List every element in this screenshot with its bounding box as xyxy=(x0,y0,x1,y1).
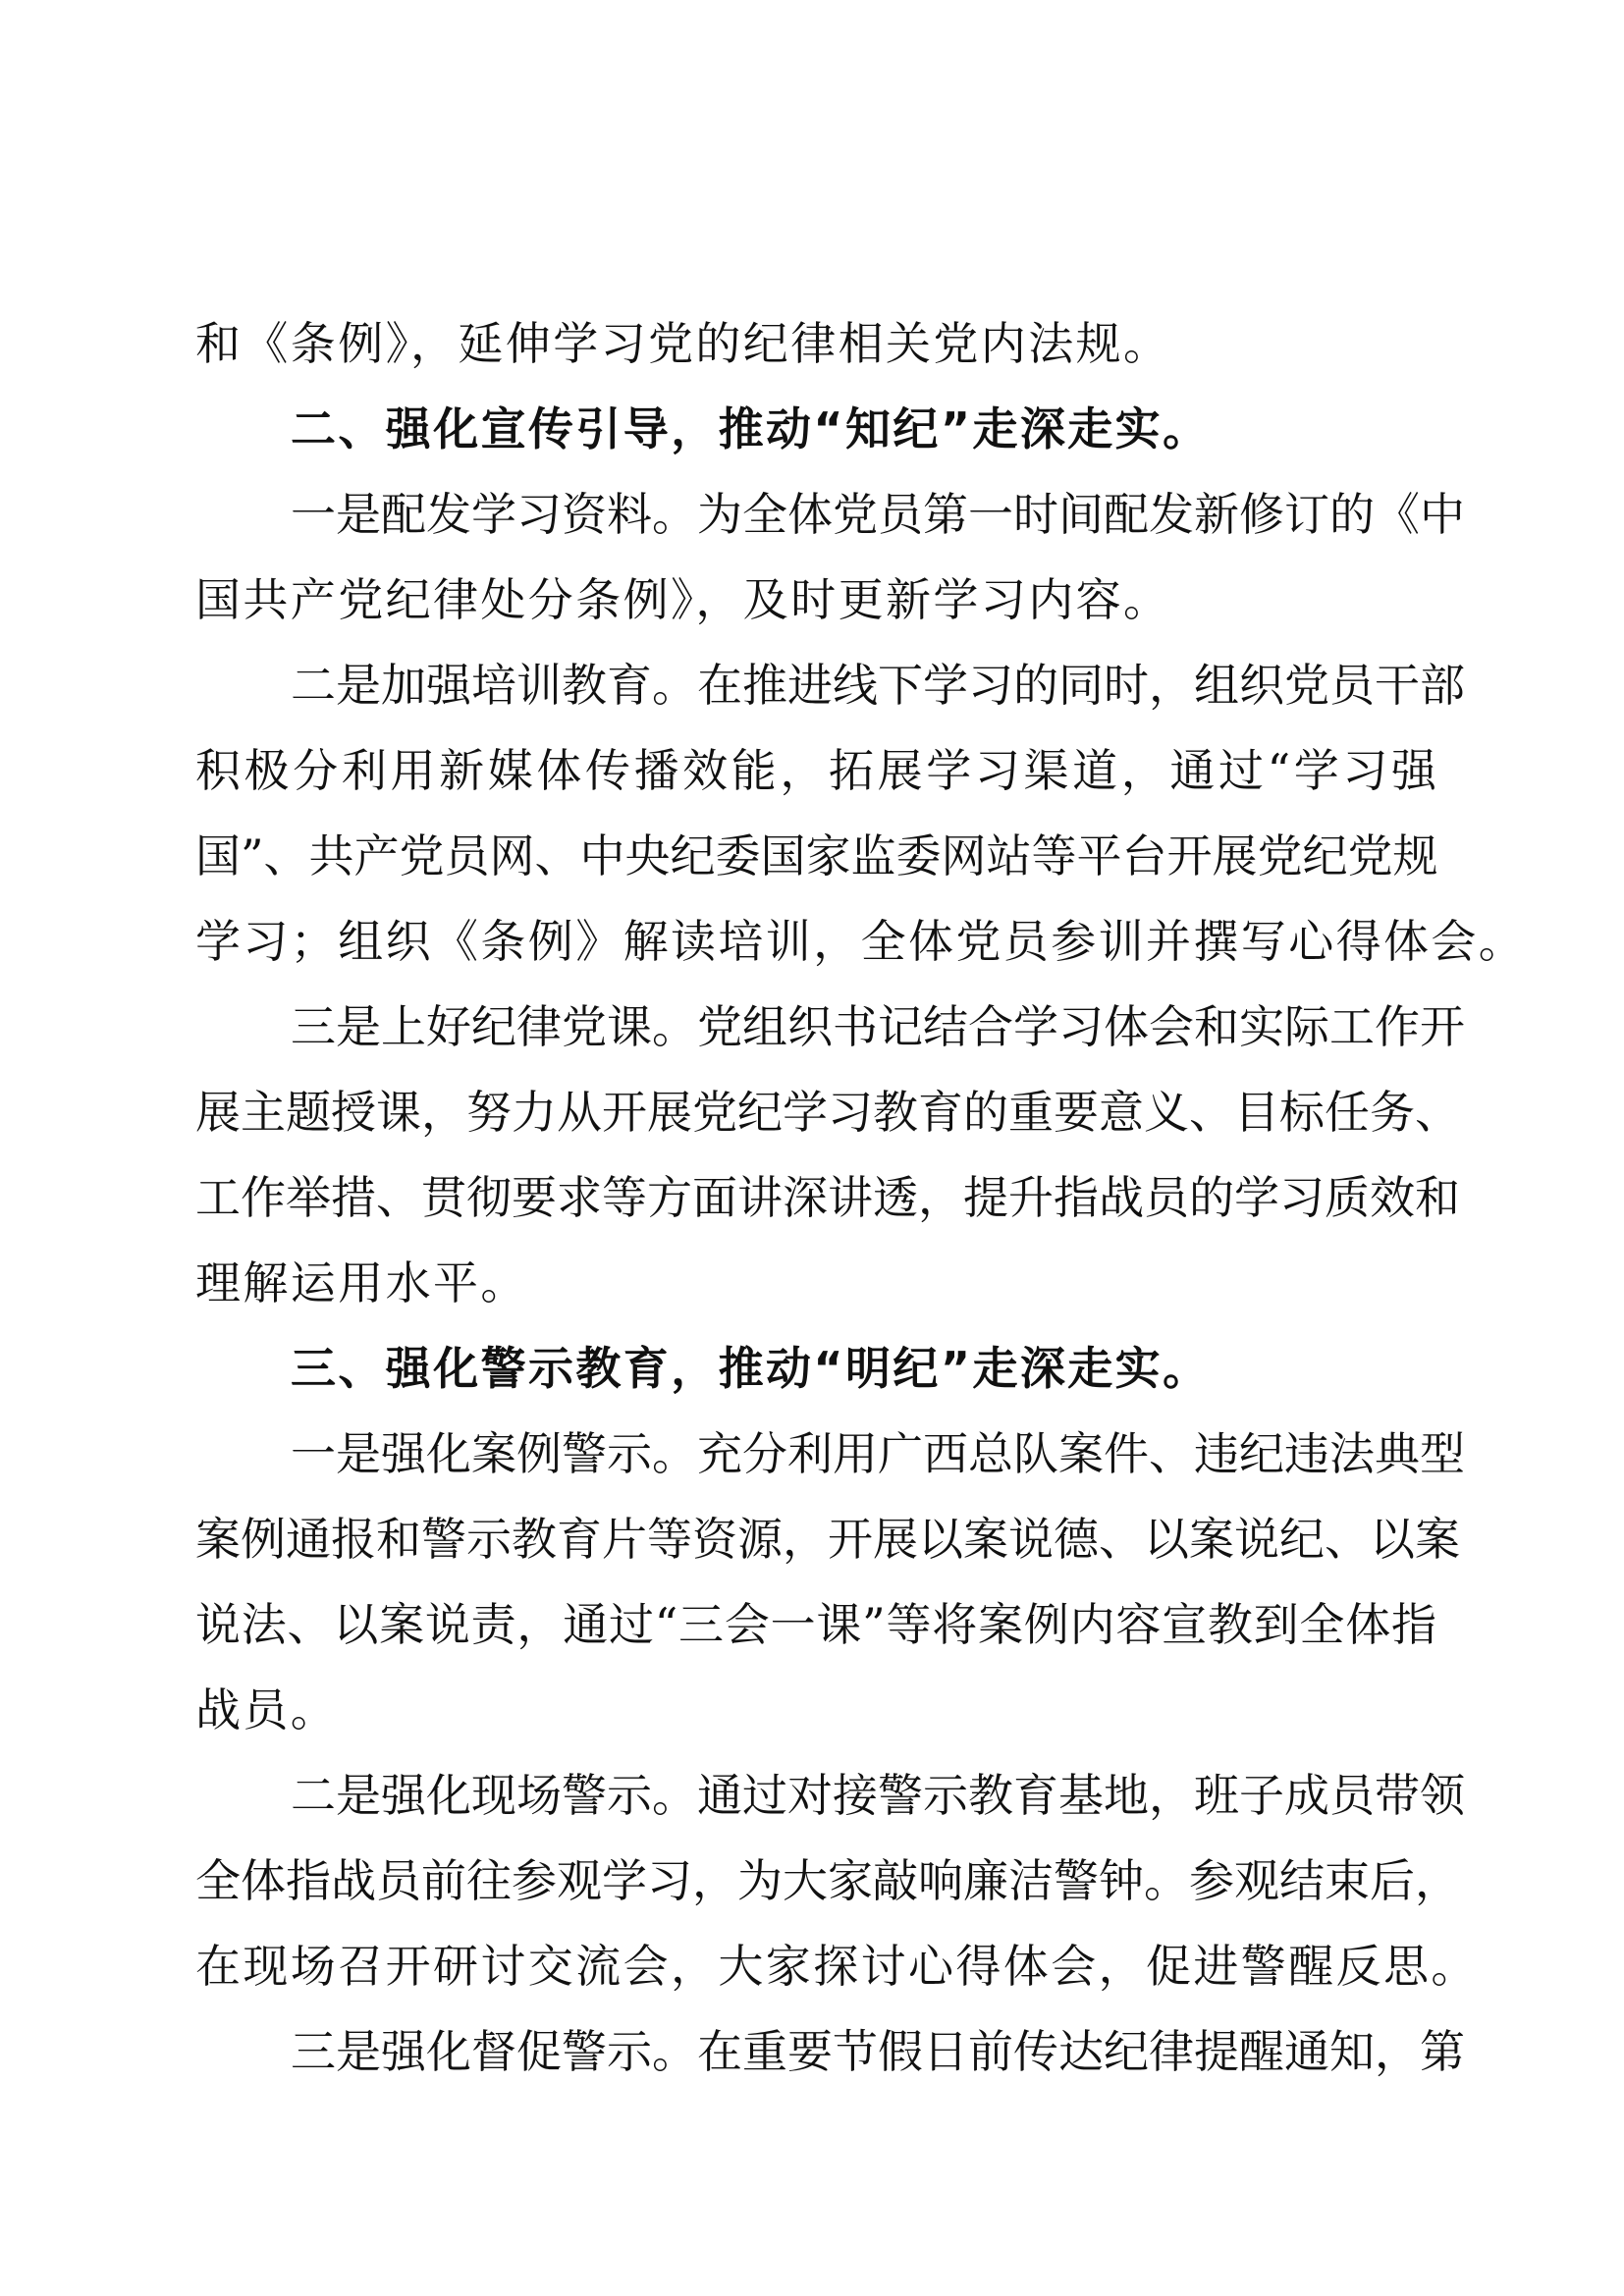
text-line: 说法、以案说责，通过“三会一课”等将案例内容宣教到全体指 xyxy=(195,1598,1436,1651)
text-line: 学习；组织《条例》解读培训，全体党员参训并撰写心得体会。 xyxy=(195,915,1527,968)
text-line: 二是强化现场警示。通过对接警示教育基地，班子成员带领 xyxy=(291,1769,1465,1822)
paragraph xyxy=(195,985,1465,1326)
text-line: 展主题授课，努力从开展党纪学习教育的重要意义、目标任务、 xyxy=(195,1086,1460,1139)
text-line: 案例通报和警示教育片等资源，开展以案说德、以案说纪、以案 xyxy=(195,1513,1460,1566)
text-line: 二是加强培训教育。在推进线下学习的同时，组织党员干部 xyxy=(291,659,1465,712)
text-line: 国”、共产党员网、中央纪委国家监委网站等平台开展党纪党规 xyxy=(195,829,1438,882)
paragraph xyxy=(195,2009,1465,2095)
text-line: 二、强化宣传引导，推动“知纪”走深走实。 xyxy=(291,402,1211,455)
text-line: 一是配发学习资料。为全体党员第一时间配发新修订的《中 xyxy=(291,488,1465,541)
text-line: 在现场召开研讨交流会，大家探讨心得体会，促进警醒反思。 xyxy=(195,1940,1479,1993)
text-line: 三是上好纪律党课。党组织书记结合学习体会和实际工作开 xyxy=(291,1000,1465,1053)
section-heading xyxy=(195,387,1436,472)
paragraph xyxy=(195,301,1436,387)
text-line: 三是强化督促警示。在重要节假日前传达纪律提醒通知，第 xyxy=(291,2025,1465,2078)
text-line: 工作举措、贯彻要求等方面讲深讲透，提升指战员的学习质效和 xyxy=(195,1171,1460,1224)
section-heading xyxy=(195,1326,1436,1412)
text-line: 积极分利用新媒体传播效能，拓展学习渠道，通过“学习强 xyxy=(195,744,1436,797)
paragraph xyxy=(195,472,1465,643)
text-line: 理解运用水平。 xyxy=(195,1256,528,1309)
document-body xyxy=(195,301,1527,2095)
text-line: 一是强化案例警示。充分利用广西总队案件、违纪违法典型 xyxy=(291,1427,1465,1480)
text-line: 和《条例》，延伸学习党的纪律相关党内法规。 xyxy=(195,317,1171,370)
text-line: 全体指战员前往参观学习，为大家敲响廉洁警钟。参观结束后， xyxy=(195,1854,1460,1907)
paragraph xyxy=(195,643,1527,985)
paragraph xyxy=(195,1412,1465,1753)
text-line: 战员。 xyxy=(195,1683,339,1736)
text-line: 国共产党纪律处分条例》，及时更新学习内容。 xyxy=(195,573,1171,626)
text-line: 三、强化警示教育，推动“明纪”走深走实。 xyxy=(291,1342,1211,1395)
paragraph xyxy=(195,1753,1479,2009)
